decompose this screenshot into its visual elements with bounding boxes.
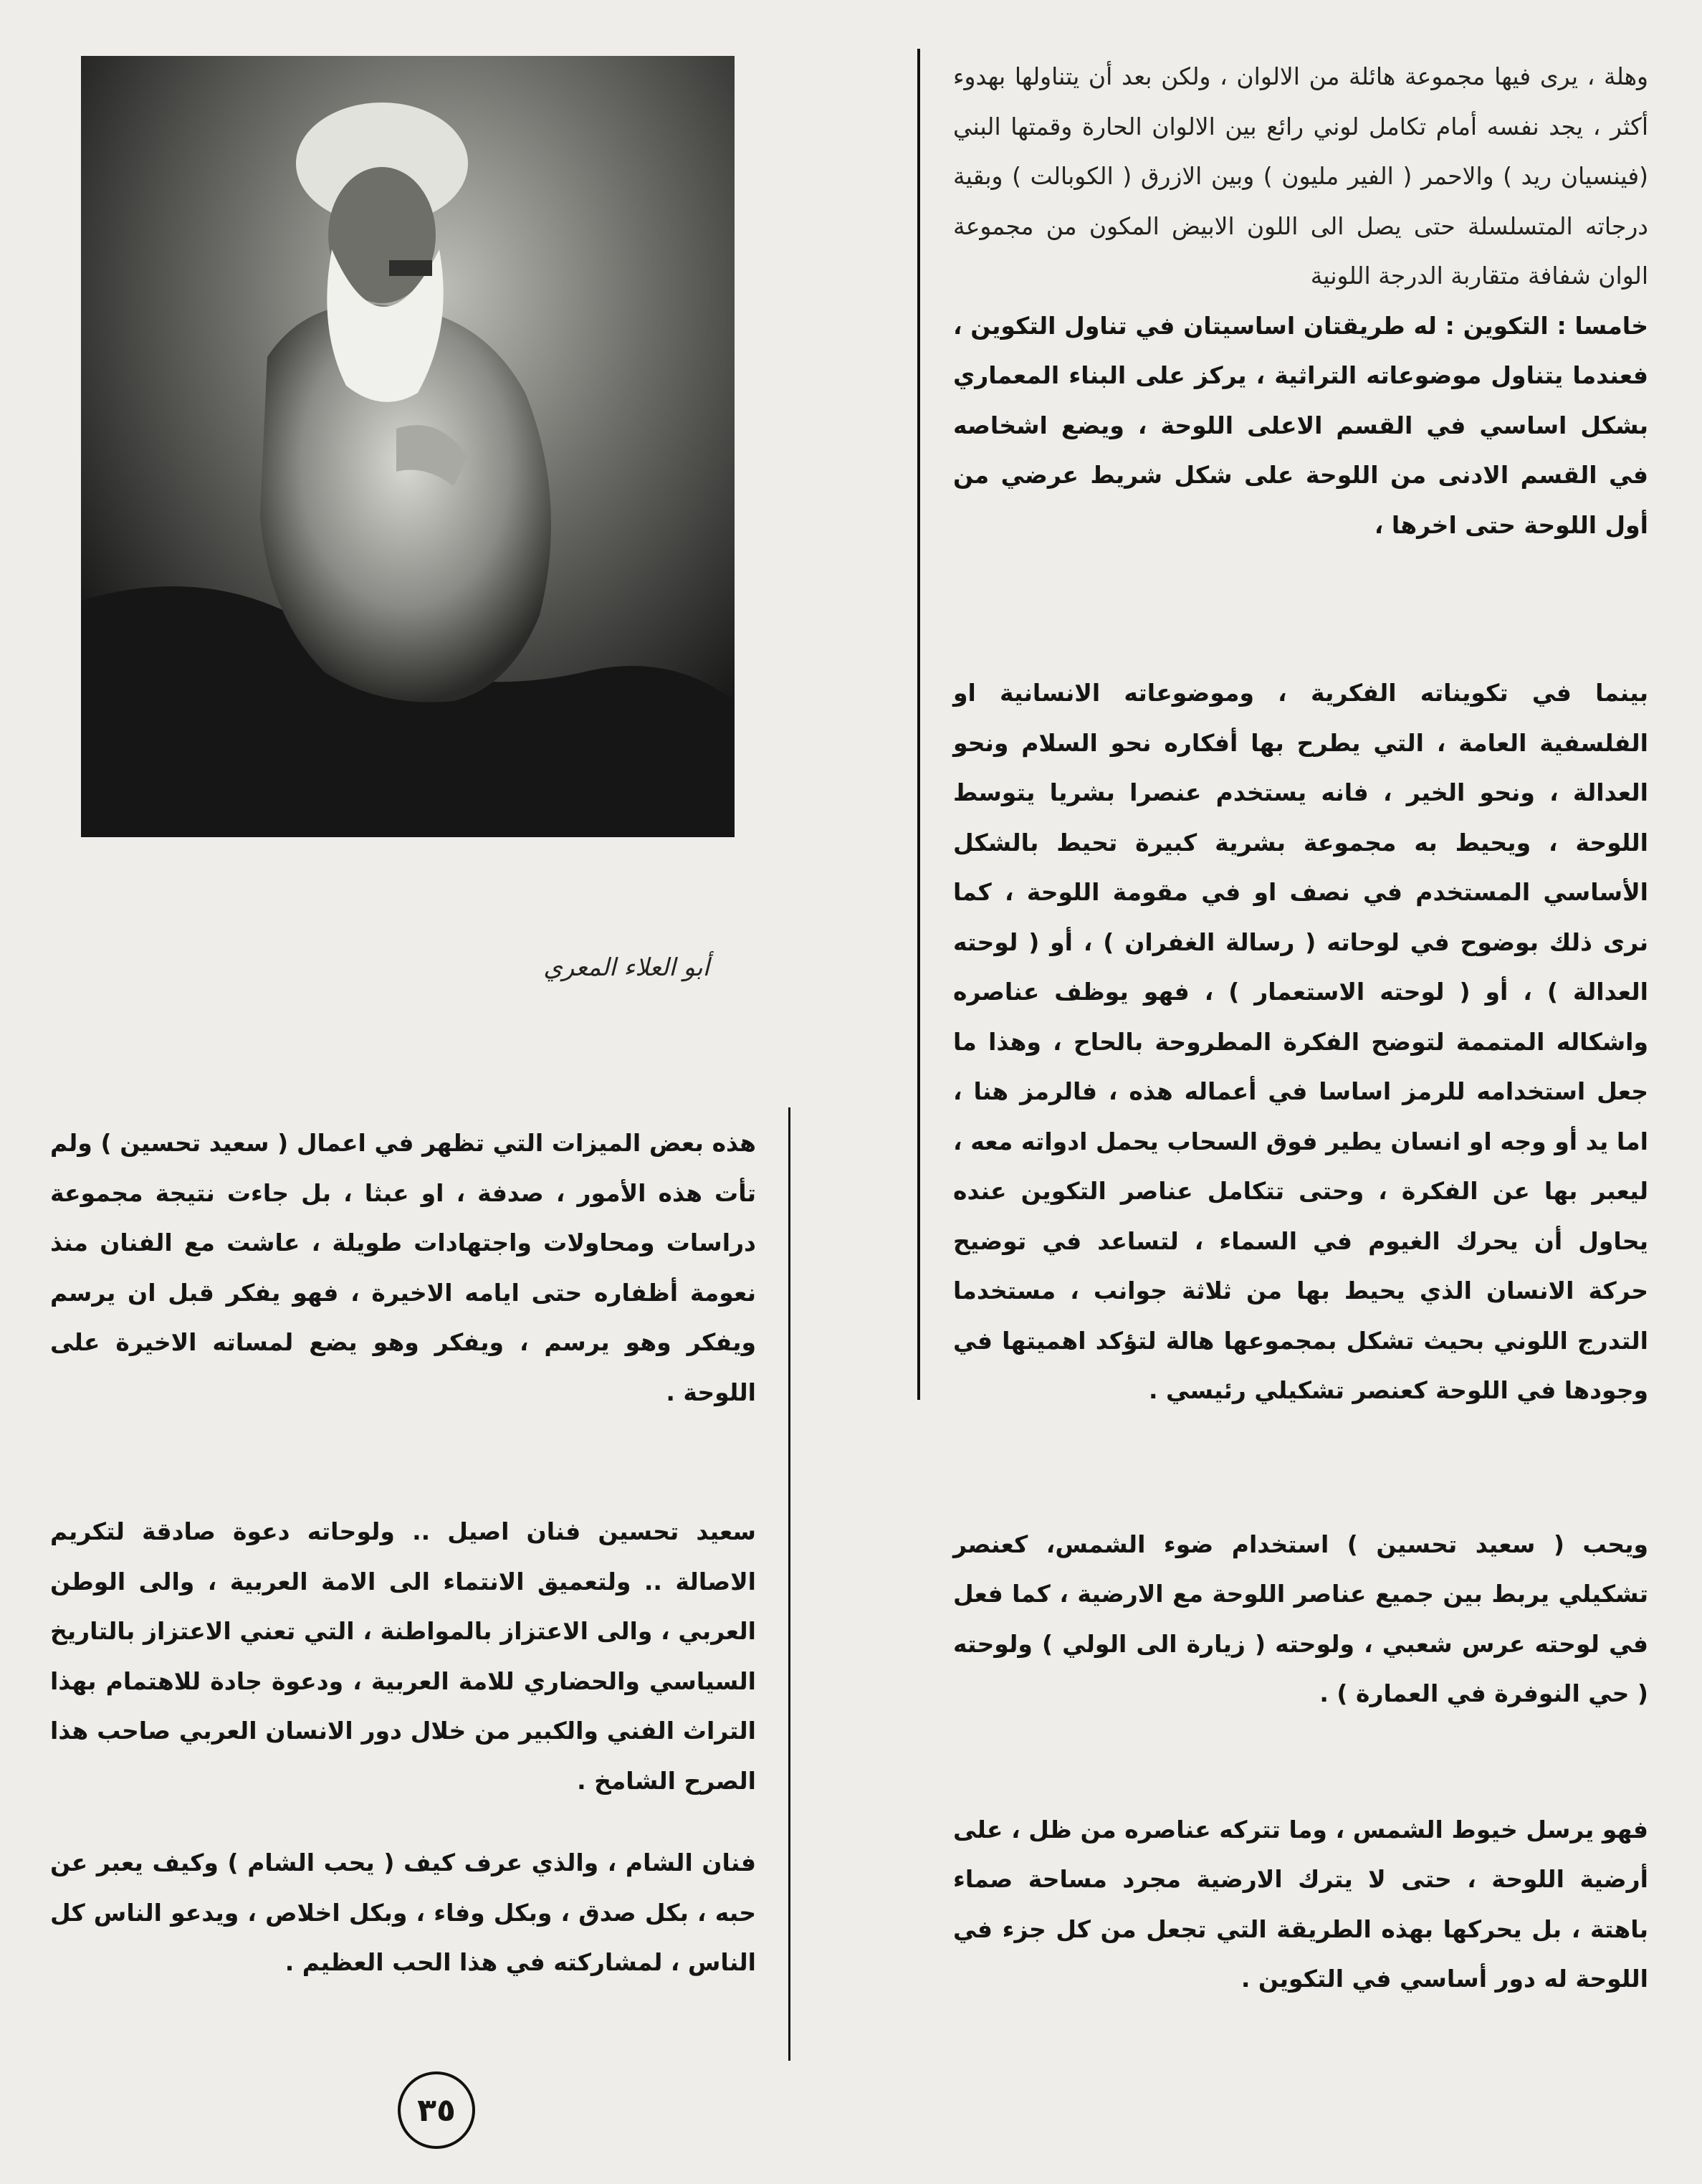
page-number-badge [398,2071,475,2149]
portrait-photo [81,56,735,837]
photo-caption: أبو العلاء المعري [543,953,709,982]
article-column-left [50,1118,756,1988]
portrait-image [81,56,735,837]
article-paragraph: سعيد تحسين فنان اصيل .. ولوحاته دعوة صادقة لتكريم الاصالة .. ولتعميق الانتماء الى الامة العربية ، والى الوطن العربي ، والى الاعتزاز بالمواطنة ، التي تعني الاعتزاز بالتاريخ السياسي والحضاري للامة العربية ، ودعوة جادة للاهتمام بهذا التراث الفني والكبير من خلال دور الانسان العربي صاحب هذا الصرح الشامخ . [50,1517,756,1795]
article-paragraph: فهو يرسل خيوط الشمس ، وما تتركه عناصره من ظل ، على أرضية اللوحة ، حتى لا يترك الارضية مجرد مساحة صماء باهتة ، بل يحركها بهذه الطريقة التي تجعل من كل جزء في اللوحة له دور أساسي في التكوين . [953,1815,1648,1993]
article-paragraph: وهلة ، يرى فيها مجموعة هائلة من الالوان ، ولكن بعد أن يتناولها بهدوء أكثر ، يجد نفسه أمام تكامل لوني رائع بين الالوان الحارة وقمتها البني (فينسيان ريد ) والاحمر ( الفير مليون ) وبين الازرق ( الكوبالت ) وبقية درجاته المتسلسلة حتى يصل الى اللون الابيض المكون من مجموعة الوان شفافة متقاربة الدرجة اللونية [953,62,1648,290]
article-column-right [953,52,1648,2004]
article-paragraph: ويحب ( سعيد تحسين ) استخدام ضوء الشمس، كعنصر تشكيلي يربط بين جميع عناصر اللوحة مع الارضية ، كما فعل في لوحته عرس شعبي ، ولوحته ( زيارة الى الولي ) ولوحته ( حي النوفرة في العمارة ) . [953,1530,1648,1707]
column-divider-lower [788,1107,790,2061]
article-paragraph: بينما في تكويناته الفكرية ، وموضوعاته الانسانية او الفلسفية العامة ، التي يطرح بها أفكاره نحو السلام ونحو العدالة ، ونحو الخير ، فانه يستخدم عنصرا بشريا يتوسط اللوحة ، ويحيط به مجموعة بشرية كبيرة تحيط بالشكل الأساسي المستخدم في نصف او في مقومة اللوحة ، كما نرى ذلك بوضوح في لوحاته ( رسالة الغفران ) ، أو ( لوحته العدالة ) ، أو ( لوحته الاستعمار ) ، فهو يوظف عناصره واشكاله المتممة لتوضح الفكرة المطروحة بالحاح ، وهذا ما جعل استخدامه للرمز اساسا في أعماله هذه ، فالرمز هنا ، اما يد أو وجه او انسان يطير فوق السحاب يحمل ادواته معه ، ليعبر بها عن الفكرة ، وحتى تتكامل عناصر التكوين عنده يحاول أن يحرك الغيوم في السماء ، لتساعد في توضيح حركة الانسان الذي يحيط بها من ثلاثة جوانب ، مستخدما التدرج اللوني بحيث تشكل بمجموعها هالة لتؤكد اهميتها في وجودها في اللوحة كعنصر تشكيلي رئيسي . [953,679,1648,1404]
article-paragraph: فنان الشام ، والذي عرف كيف ( يحب الشام ) وكيف يعبر عن حبه ، بكل صدق ، وبكل وفاء ، وبكل اخلاص ، ويدعو الناس كل الناس ، لمشاركته في هذا الحب العظيم . [50,1849,756,1976]
column-divider [917,49,920,1400]
article-paragraph: خامسا : التكوين : له طريقتان اساسيتان في تناول التكوين ، فعندما يتناول موضوعاته التراثية ، يركز على البناء المعماري بشكل اساسي في القسم الاعلى اللوحة ، ويضع اشخاصه في القسم الادنى من اللوحة على شكل شريط عرضي من أول اللوحة حتى اخرها ، [953,311,1648,539]
page-number: ٣٥ [417,2092,456,2129]
article-paragraph: هذه بعض الميزات التي تظهر في اعمال ( سعيد تحسين ) ولم تأت هذه الأمور ، صدفة ، او عبثا ، بل جاءت نتيجة مجموعة دراسات ومحاولات واجتهادات طويلة ، عاشت مع الفنان منذ نعومة أظفاره حتى ايامه الاخيرة ، فهو يفكر قبل ان يرسم ويفكر وهو يرسم ، ويفكر وهو يضع لمساته الاخيرة على اللوحة . [50,1129,756,1406]
